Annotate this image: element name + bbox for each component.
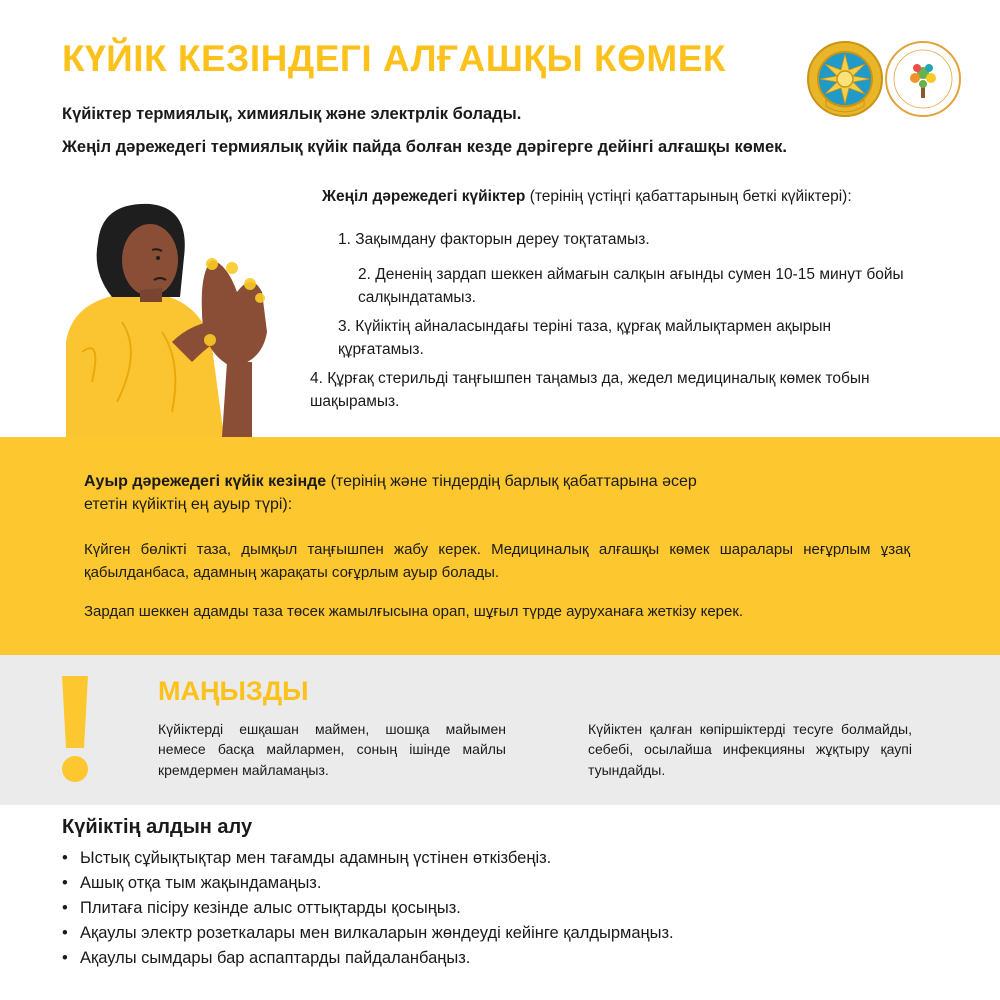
intro-line-2: Жеңіл дәрежедегі термиялық күйік пайда болған кезде дәрігерге дейінгі алғашқы көмек. [62, 138, 788, 156]
severe-heading [84, 470, 704, 516]
list-item [62, 846, 674, 871]
bullet: • [62, 899, 68, 917]
prevention-item-2: Ашық отқа тым жақындамаңыз. [80, 874, 322, 892]
prevention-list [62, 846, 674, 971]
bullet: • [62, 874, 68, 892]
bullet: • [62, 849, 68, 867]
list-item [62, 921, 674, 946]
mild-step-1: 1. Зақымдану факторын дереу тоқтатамыз. [338, 230, 650, 248]
important-left-text: Күйіктерді ешқашан маймен, шошқа майымен немесе басқа майлармен, соның ішінде майлы кремдермен майламаңыз. [158, 721, 506, 778]
bullet: • [62, 924, 68, 942]
page-title: КҮЙІК КЕЗІНДЕГІ АЛҒАШҚЫ КӨМЕК [62, 38, 726, 79]
state-emblem-icon [806, 40, 884, 118]
list-item [62, 871, 674, 896]
severe-heading-rest: (терінің және тіндердің барлық қабаттарына әсер ететін күйіктің ең ауыр түрі): [84, 473, 697, 514]
prevention-title: Күйіктің алдын алу [62, 816, 253, 838]
prevention-item-5: Ақаулы сымдары бар аспаптарды пайдаланбаңыз. [80, 949, 471, 967]
intro-line-1: Күйіктер термиялық, химиялық және электрлік болады. [62, 105, 522, 123]
mild-step-2: 2. Дененің зардап шеккен аймағын салқын ағынды сумен 10-15 минут бойы салқындатамыз. [358, 265, 904, 306]
prevention-item-4: Ақаулы электр розеткалары мен вилкаларын жөндеуді кейінге қалдырмаңыз. [80, 924, 674, 942]
mild-burns-section [300, 186, 904, 414]
ministry-logo [884, 40, 962, 118]
severe-paragraph-2: Зардап шеккен адамды таза төсек жамылғысына орап, шұғыл түрде ауруханаға жеткізу керек. [84, 603, 744, 620]
mild-heading-rest: (терінің үстіңгі қабаттарының беткі күйіктері): [525, 188, 852, 205]
prevention-item-3: Плитаға пісіру кезінде алыс оттықтарды қосыңыз. [80, 899, 461, 917]
mild-heading-bold: Жеңіл дәрежедегі күйіктер [322, 188, 526, 205]
important-right-text: Күйіктен қалған көпіршіктерді тесуге болмайды, себебі, осылайша инфекцияны жұқтыру қаупі туындайды. [588, 721, 912, 778]
mild-heading [322, 186, 900, 209]
bullet: • [62, 949, 68, 967]
mild-step-4: 4. Құрғақ стерильді таңғышпен таңамыз да, жедел медициналық көмек тобын шақырамыз. [310, 369, 870, 410]
woman-with-burned-fingers-icon [62, 202, 284, 437]
mild-step-3: 3. Күйіктің айналасындағы теріні таза, құрғақ майлықтармен ақырын құрғатамыз. [338, 317, 832, 358]
prevention-item-1: Ыстық сұйықтықтар мен тағамды адамның үстінен өткізбеңіз. [80, 849, 552, 867]
severe-paragraph-1: Күйген бөлікті таза, дымқыл таңғышпен жабу керек. Медициналық алғашқы көмек шаралары неғұрлым ұзақ қабылданбаса, адамның жарақаты соғұрлым ауыр болады. [84, 541, 910, 581]
list-item [62, 896, 674, 921]
ministry-tree-logo-icon [884, 40, 962, 118]
important-title: МАҢЫЗДЫ [158, 676, 309, 706]
exclamation-icon [58, 676, 92, 784]
severe-heading-bold: Ауыр дәрежедегі күйік кезінде [84, 473, 327, 490]
list-item [62, 946, 674, 971]
